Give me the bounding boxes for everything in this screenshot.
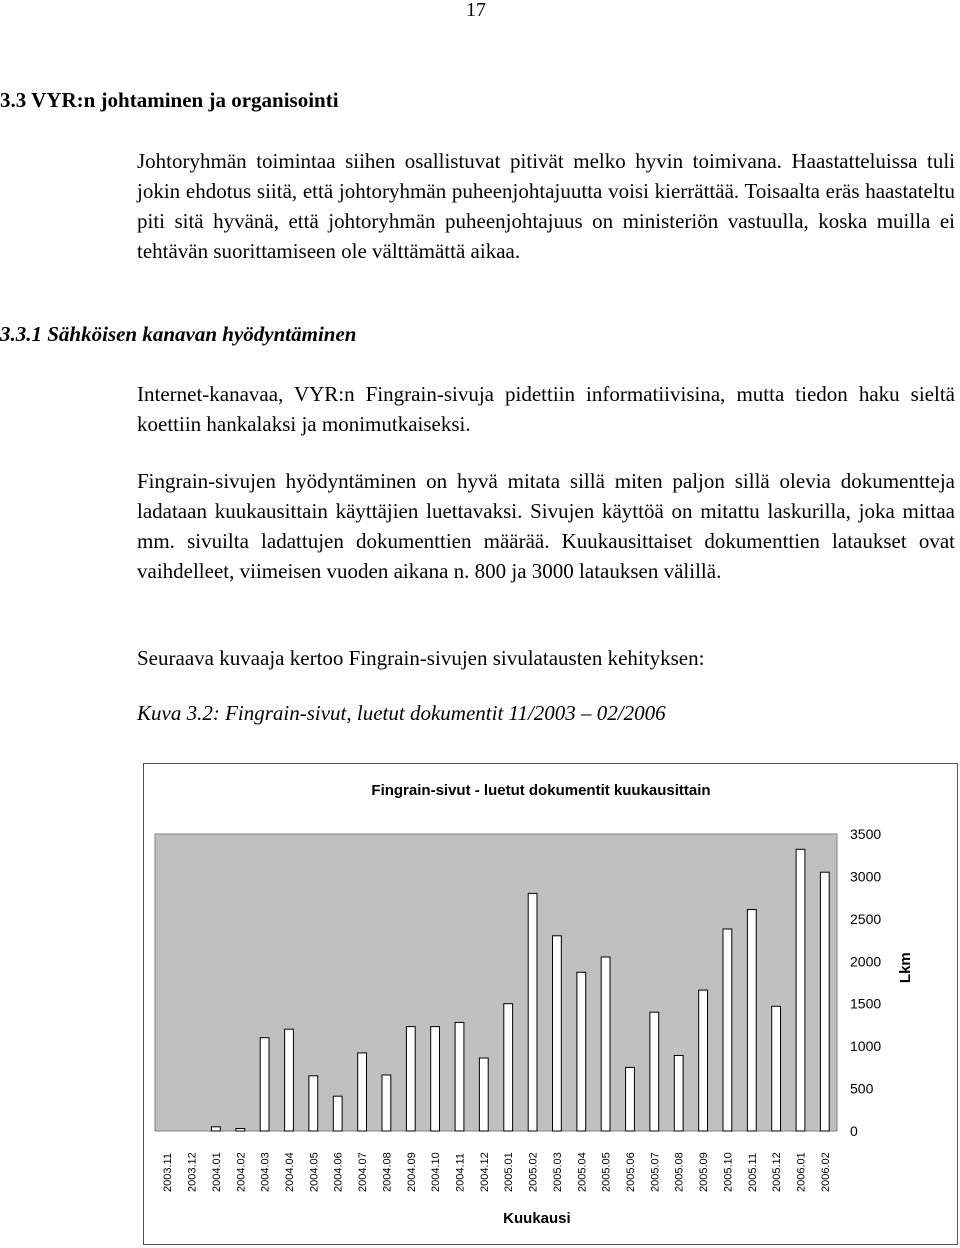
- bar-2004.07: [358, 1053, 367, 1131]
- x-tick-label: 2004.08: [381, 1152, 394, 1192]
- y-axis-label: Lkm: [897, 952, 914, 984]
- x-tick-label: 2004.03: [259, 1152, 272, 1192]
- paragraph-measurement: Fingrain-sivujen hyödyntäminen on hyvä mitata sillä miten paljon sillä olevia dokumentteja ladataan kuukausittain käyttäjien luettavaksi. Sivujen käyttöä on mitattu laskurilla, joka mittaa mm. sivuilta ladattujen dokumenttien määrää. Kuukausittaiset dokumenttien lataukset ovat vaihdelleet, viimeisen vuoden aikana n. 800 ja 3000 latauksen välillä.: [137, 469, 955, 583]
- x-tick-label: 2004.07: [357, 1152, 369, 1192]
- bar-2004.10: [431, 1027, 440, 1131]
- x-tick-label: 2006.01: [795, 1152, 808, 1192]
- section-heading: 3.3 VYR:n johtaminen ja organisointi: [0, 88, 339, 112]
- x-tick-label: 2004.05: [308, 1152, 321, 1192]
- y-tick-label: 500: [850, 1080, 874, 1097]
- x-tick-label: 2004.02: [235, 1152, 248, 1192]
- bar-2005.03: [553, 936, 562, 1131]
- y-tick-label: 0: [850, 1123, 858, 1139]
- x-tick-label: 2005.08: [673, 1152, 686, 1192]
- bar-2005.08: [674, 1056, 683, 1132]
- bar-2005.12: [772, 1006, 781, 1131]
- x-tick-label: 2005.05: [600, 1152, 613, 1192]
- x-tick-label: 2005.10: [722, 1152, 735, 1192]
- bar-2005.01: [504, 1004, 513, 1131]
- plot-area: [155, 834, 837, 1131]
- bar-2005.05: [601, 957, 610, 1131]
- x-tick-label: 2005.06: [625, 1152, 637, 1192]
- figure-caption: Kuva 3.2: Fingrain-sivut, luetut dokumentit 11/2003 – 02/2006: [137, 701, 666, 725]
- x-tick-label: 2005.12: [771, 1152, 784, 1192]
- x-tick-label: 2005.01: [503, 1152, 516, 1192]
- bar-2004.09: [406, 1027, 415, 1131]
- y-tick-label: 1000: [850, 1038, 882, 1055]
- x-tick-label: 2004.06: [332, 1152, 345, 1192]
- x-axis-label: Kuukausi: [503, 1210, 571, 1227]
- x-tick-label: 2004.11: [454, 1153, 467, 1192]
- bar-2005.06: [626, 1067, 635, 1131]
- x-tick-label: 2005.09: [698, 1152, 710, 1192]
- chart-frame: [143, 763, 958, 1245]
- bar-2005.07: [650, 1012, 659, 1131]
- x-tick-label: 2005.11: [746, 1153, 759, 1192]
- page-number: 17: [466, 0, 486, 21]
- bar-2004.01: [212, 1127, 221, 1131]
- x-tick-label: 2004.01: [210, 1152, 223, 1192]
- paragraph-leadership: Johtoryhmän toimintaa siihen osallistuvat pitivät melko hyvin toimivana. Haastatteluissa tuli jokin ehdotus siitä, että johtoryhmän puheenjohtajuutta voisi kierrättää. Toisaalta eräs haastateltu piti sitä hyvänä, että johtoryhmän puheenjohtajuus on ministeriön vastuulla, koska muilla ei tehtävän suorittamiseen ole välttämättä aikaa.: [137, 149, 955, 263]
- x-tick-label: 2004.10: [430, 1152, 443, 1192]
- x-tick-label: 2004.04: [284, 1152, 296, 1192]
- x-tick-label: 2006.02: [819, 1152, 832, 1192]
- y-tick-label: 2000: [850, 953, 882, 970]
- bar-2006.02: [820, 872, 829, 1131]
- bar-2004.06: [333, 1096, 342, 1131]
- paragraph-chart-intro: Seuraava kuvaaja kertoo Fingrain-sivujen sivulatausten kehityksen:: [137, 646, 705, 670]
- x-tick-label: 2004.12: [478, 1152, 491, 1192]
- y-tick-label: 2500: [850, 910, 882, 927]
- y-tick-label: 1500: [850, 995, 882, 1012]
- bar-2006.01: [796, 849, 805, 1131]
- bar-2005.02: [528, 893, 537, 1131]
- bar-2005.04: [577, 972, 586, 1131]
- bar-2005.09: [699, 990, 708, 1131]
- x-tick-label: 2005.02: [527, 1152, 540, 1192]
- x-tick-label: 2003.12: [186, 1152, 199, 1192]
- bar-2005.10: [723, 929, 732, 1131]
- bar-2004.11: [455, 1022, 464, 1131]
- x-tick-label: 2003.11: [162, 1153, 175, 1192]
- x-tick-label: 2005.07: [649, 1152, 662, 1192]
- bar-chart: [144, 764, 957, 1244]
- paragraph-internet-channel: Internet-kanavaa, VYR:n Fingrain-sivuja pidettiin informatiivisina, mutta tiedon haku sieltä koettiin hankalaksi ja monimutkaiseksi.: [137, 382, 955, 436]
- bar-2004.02: [236, 1129, 245, 1132]
- x-tick-label: 2005.04: [576, 1152, 589, 1192]
- bar-2004.03: [260, 1038, 269, 1131]
- x-tick-label: 2005.03: [551, 1152, 564, 1192]
- y-tick-label: 3500: [850, 826, 882, 842]
- chart-title: Fingrain-sivut - luetut dokumentit kuukausittain: [371, 782, 711, 799]
- x-tick-label: 2004.09: [405, 1152, 418, 1192]
- bar-2004.05: [309, 1076, 318, 1131]
- bar-2004.08: [382, 1075, 391, 1131]
- y-tick-label: 3000: [850, 868, 882, 885]
- bar-2004.04: [285, 1029, 294, 1131]
- bar-2004.12: [479, 1058, 488, 1131]
- subsection-heading: 3.3.1 Sähköisen kanavan hyödyntäminen: [0, 322, 357, 346]
- bar-2005.11: [747, 910, 756, 1132]
